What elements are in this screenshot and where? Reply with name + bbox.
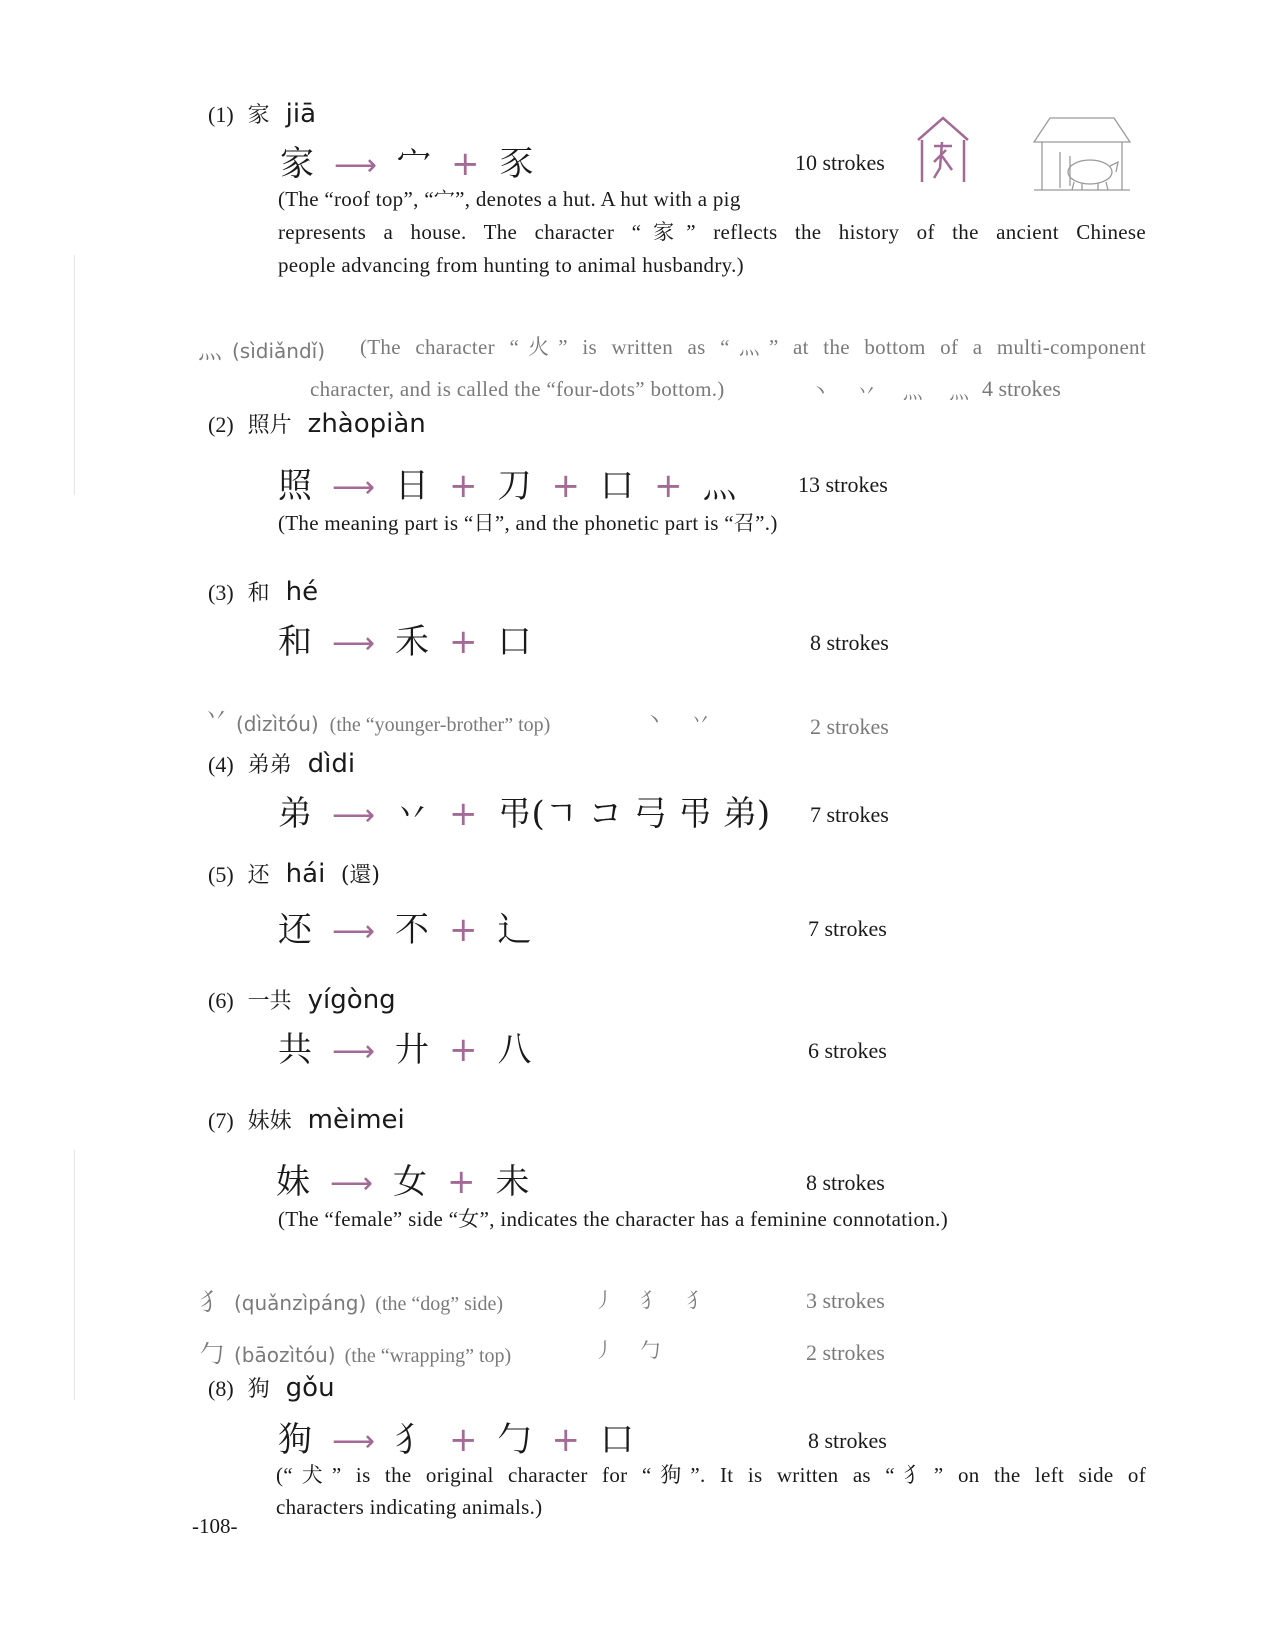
margin-rule	[74, 255, 75, 495]
entry-2-formula: 照 ⟶ 日 + 刀 + 口 + 灬	[278, 466, 737, 506]
entry-6-header: (6) 一共 yígòng	[208, 985, 396, 1015]
radical-sidiandi-strokes: 4 strokes	[982, 376, 1061, 401]
entry-4-formula: 弟 ⟶ 丷 + 弔(ㄱ コ 弓 弔 弟)	[278, 794, 771, 834]
entry-1-strokes: 10 strokes	[795, 150, 885, 175]
entry-4-header: (4) 弟弟 dìdi	[208, 749, 356, 779]
radical-dizitou-strokes: 2 strokes	[810, 714, 889, 739]
entry-3-formula: 和 ⟶ 禾 + 口	[278, 622, 532, 662]
entry-3-strokes: 8 strokes	[810, 630, 889, 655]
entry-1-note-line-2: represents a house. The character “家” reflects the history of the ancient Chinese	[278, 220, 1146, 244]
entry-7-formula: 妹 ⟶ 女 + 未	[276, 1162, 530, 1202]
entry-5-strokes: 7 strokes	[808, 916, 887, 941]
entry-1-note-line-1: (The “roof top”, “宀”, denotes a hut. A hut with a pig	[278, 187, 741, 211]
entry-5-formula: 还 ⟶ 不 + 辶	[278, 910, 532, 950]
entry-5-header: (5) 还 hái (還)	[208, 859, 380, 889]
entry-2-note: (The meaning part is “日”, and the phonetic part is “召”.)	[278, 511, 778, 535]
radical-sidiandi-line-1: 灬 (sìdiǎndǐ)	[198, 336, 326, 364]
radical-sidiandi-desc-1: (The character “火” is written as “灬” at the bottom of a multi-component	[360, 335, 1146, 359]
entry-2-header: (2) 照片 zhàopiàn	[208, 409, 426, 439]
radical-dizitou-line: (dìzìtóu) (the “younger-brother” top)	[236, 712, 551, 736]
radical-sidiandi-sequence: 丶 丷 灬 灬	[810, 379, 980, 403]
entry-7-note: (The “female” side “女”, indicates the character has a feminine connotation.)	[278, 1207, 948, 1231]
entry-8-note-line-1: (“犬” is the original character for “狗”. It is written as “犭” on the left side of	[276, 1463, 1146, 1487]
radical-sidiandi-desc-2: character, and is called the “four-dots” bottom.)	[310, 377, 725, 401]
entry-1-header: (1) 家 jiā	[208, 99, 317, 129]
radical-baozitou-strokes: 2 strokes	[806, 1340, 885, 1365]
radical-quanzipang-strokes: 3 strokes	[806, 1288, 885, 1313]
margin-rule	[74, 1150, 75, 1400]
radical-baozitou-sequence: 丿 勹	[594, 1338, 671, 1362]
ancient-jia-glyph-icon	[912, 112, 974, 188]
entry-1-note-line-3: people advancing from hunting to animal husbandry.)	[278, 253, 744, 277]
pig-hut-drawing-icon	[1030, 112, 1134, 194]
entry-3-header: (3) 和 hé	[208, 577, 319, 607]
entry-8-header: (8) 狗 gǒu	[208, 1373, 335, 1403]
entry-7-header: (7) 妹妹 mèimei	[208, 1105, 405, 1135]
entry-4-strokes: 7 strokes	[810, 802, 889, 827]
entry-8-formula: 狗 ⟶ 犭 + 勹 + 口	[278, 1420, 635, 1460]
entry-6-formula: 共 ⟶ 廾 + 八	[278, 1030, 532, 1070]
entry-6-strokes: 6 strokes	[808, 1038, 887, 1063]
entry-8-strokes: 8 strokes	[808, 1428, 887, 1453]
entry-8-note-line-2: characters indicating animals.)	[276, 1495, 543, 1519]
radical-dizitou-sequence: 丶 丷	[644, 708, 721, 732]
entry-2-strokes: 13 strokes	[798, 472, 888, 497]
radical-baozitou-line: 勹 (bāozìtóu) (the “wrapping” top)	[200, 1340, 512, 1368]
entry-1-formula: 家 ⟶ 宀 + 豕	[280, 144, 534, 184]
radical-dizitou-glyph: 丷	[204, 702, 228, 730]
radical-quanzipang-sequence: 丿 犭 犭	[594, 1288, 717, 1312]
entry-7-strokes: 8 strokes	[806, 1170, 885, 1195]
page-number: -108-	[192, 1514, 238, 1538]
radical-quanzipang-line: 犭 (quǎnzìpáng) (the “dog” side)	[200, 1288, 504, 1316]
